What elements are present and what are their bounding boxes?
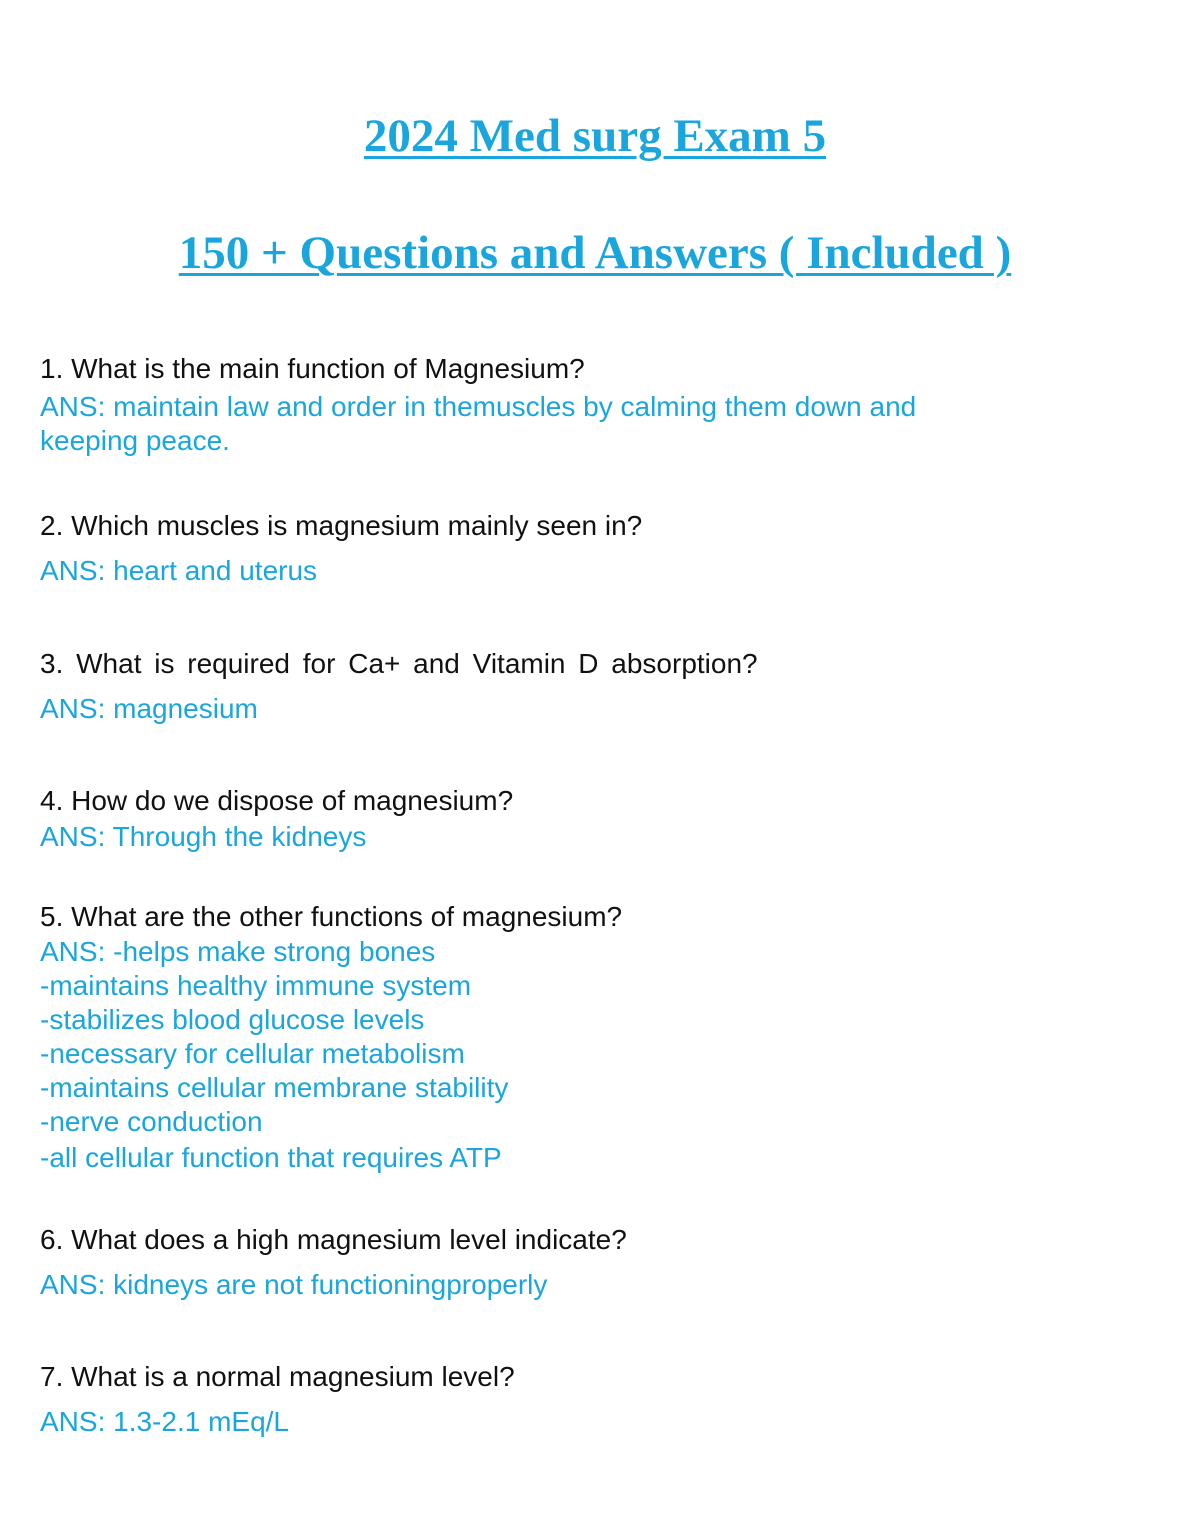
answer-6: ANS: kidneys are not functioningproperly xyxy=(40,1269,548,1300)
answer-3: ANS: magnesium xyxy=(40,693,258,724)
answer-5-line-5: -maintains cellular membrane stability xyxy=(40,1072,509,1103)
question-2: 2. Which muscles is magnesium mainly seen in? xyxy=(40,510,643,541)
answer-5-line-6: -nerve conduction xyxy=(40,1106,263,1137)
answer-5-line-7: -all cellular function that requires ATP xyxy=(40,1142,502,1173)
answer-5-line-1: ANS: -helps make strong bones xyxy=(40,936,436,967)
document-title: 2024 Med surg Exam 5 xyxy=(363,110,827,162)
answer-1-line-2: keeping peace. xyxy=(40,425,230,456)
answer-1-line-1: ANS: maintain law and order in themuscles by calming them down and xyxy=(40,391,917,422)
question-7: 7. What is a normal magnesium level? xyxy=(40,1361,515,1392)
answer-5-line-2: -maintains healthy immune system xyxy=(40,970,472,1001)
document-subtitle: 150 + Questions and Answers ( Included ) xyxy=(178,227,1012,279)
answer-5-line-4: -necessary for cellular metabolism xyxy=(40,1038,465,1069)
question-4: 4. How do we dispose of magnesium? xyxy=(40,785,514,816)
question-1: 1. What is the main function of Magnesium? xyxy=(40,353,585,384)
answer-7: ANS: 1.3-2.1 mEq/L xyxy=(40,1406,290,1437)
answer-5-line-3: -stabilizes blood glucose levels xyxy=(40,1004,425,1035)
answer-2: ANS: heart and uterus xyxy=(40,555,318,586)
question-3: 3. What is required for Ca+ and Vitamin D absorption? xyxy=(40,648,758,679)
question-5: 5. What are the other functions of magnesium? xyxy=(40,901,623,932)
question-6: 6. What does a high magnesium level indicate? xyxy=(40,1224,627,1255)
answer-4: ANS: Through the kidneys xyxy=(40,821,367,852)
